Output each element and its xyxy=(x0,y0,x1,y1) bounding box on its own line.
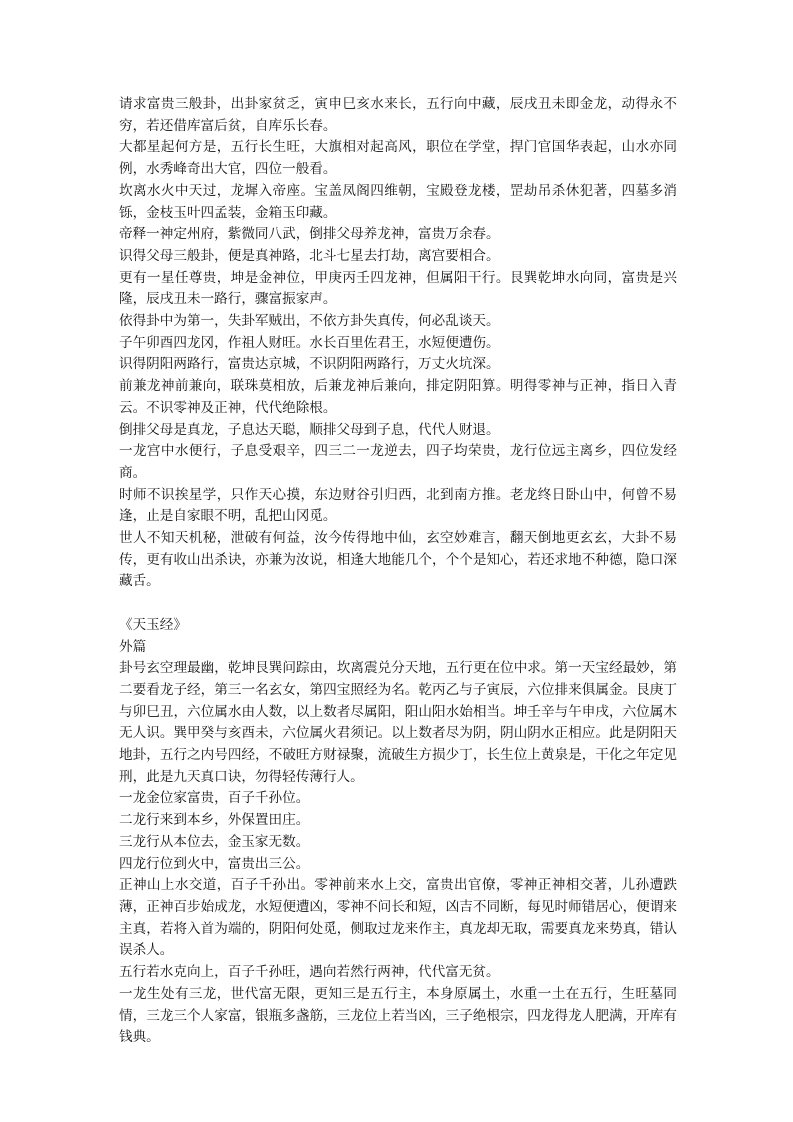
paragraph: 大都星起何方是，五行长生旺，大旗相对起高风，职位在学堂，捍门官国华表起，山水亦同例，水秀峰奇出大官，四位一般看。 xyxy=(119,139,677,178)
document-page xyxy=(119,94,677,1049)
paragraph: 前兼龙神前兼向，联珠莫相放，后兼龙神后兼向，排定阴阳算。明得零神与正神，指日入青云。不识零神及正神，代代绝除根。 xyxy=(119,378,677,416)
paragraph: 依得卦中为第一，失卦军贼出，不依方卦失真传，何必乱谈天。 xyxy=(119,313,500,330)
paragraph: 子午卯酉四龙冈，作祖人财旺。水长百里佐君王，水短便遭伤。 xyxy=(119,334,500,351)
section-one xyxy=(119,94,677,593)
paragraph: 识得父母三般卦，便是真神路，北斗七星去打劫，离宫要相合。 xyxy=(119,247,500,264)
paragraph: 更有一星任尊贵，坤是金神位，甲庚丙壬四龙神，但属阳干行。艮巽乾坤水向同，富贵是兴隆，辰戌丑未一路行，骤富振家声。 xyxy=(119,269,677,308)
paragraph: 二龙行来到本乡，外保置田庄。 xyxy=(119,812,310,829)
paragraph: 帝释一神定州府，紫微同八武，倒排父母养龙神，富贵万余春。 xyxy=(119,226,500,243)
paragraph: 一龙生处有三龙，世代富无限，更知三是五行主，本身原属土，水重一土在五行，生旺墓同情，三龙三个人家富，银瓶多盏筋，三龙位上若当凶，三子绝根宗，四龙得龙人肥满，开库有钱典。 xyxy=(119,985,677,1046)
paragraph: 一龙宫中水便行，子息受艰辛，四三二一龙逆去，四子均荣贵，龙行位远主离乡，四位发经商。 xyxy=(119,443,677,481)
book-title: 《天玉经》 xyxy=(119,616,187,633)
section-two xyxy=(119,615,677,1049)
paragraph: 识得阴阳两路行，富贵达京城，不识阴阳两路行，万丈火坑深。 xyxy=(119,356,500,373)
paragraph: 四龙行位到火中，富贵出三公。 xyxy=(119,855,310,872)
paragraph: 倒排父母是真龙，子息达天聪，顺排父母到子息，代代人财退。 xyxy=(119,421,500,438)
paragraph: 请求富贵三般卦，出卦家贫乏，寅申巳亥水来长，五行向中藏，辰戌丑未即金龙，动得永不穷，若还借库富后贫，自库乐长春。 xyxy=(119,96,677,134)
paragraph: 世人不知天机秘，泄破有何益，汝今传得地中仙，玄空妙难言，翻天倒地更玄玄，大卦不易传，更有收山出杀诀，亦兼为汝说，相逢大地能几个，个个是知心，若还求地不种德，隐口深藏舌。 xyxy=(119,530,677,590)
paragraph: 五行若水克向上，百子千孙旺，遇向若然行两神，代代富无贫。 xyxy=(119,964,500,981)
paragraph: 一龙金位家富贵，百子千孙位。 xyxy=(119,790,310,807)
paragraph: 卦号玄空理最幽，乾坤艮巽问踪由，坎离震兑分天地，五行更在位中求。第一天宝经最妙，第二要看龙子经，第三一名玄女，第四宝照经为名。乾丙乙与子寅辰，六位排来俱属金。艮庚丁与卯巳丑，六位属水由人数，以上数者尽属阳，阳山阳水始相当。坤壬辛与午申戌，六位属木无人识。巽甲癸与亥酉未，六位属火君须记。以上数者尽为阴，阴山阴水正相应。此是阴阳天地卦，五行之内号四经，不破旺方财禄聚，流破生方损少丁，长生位上黄泉是，干化之年定见刑，此是九天真口诀，勿得轻传薄行人。 xyxy=(119,660,677,785)
paragraph: 三龙行从本位去，金玉家无数。 xyxy=(119,833,310,850)
chapter-subtitle: 外篇 xyxy=(119,638,147,655)
paragraph: 坎离水火中天过，龙墀入帝座。宝盖凤阁四维朝，宝殿登龙楼，罡劫吊杀休犯著，四墓多消铄，金枝玉叶四孟装，金箱玉印藏。 xyxy=(119,182,677,221)
blank-line xyxy=(119,593,677,615)
paragraph: 时师不识挨星学，只作天心摸，东边财谷引归西，北到南方推。老龙终日卧山中，何曾不易逢，止是自家眼不明，乱把山冈觅。 xyxy=(119,486,677,525)
paragraph: 正神山上水交道，百子千孙出。零神前来水上交，富贵出官僚，零神正神相交著，儿孙遭跌薄，正神百步始成龙，水短便遭凶，零神不问长和短，凶吉不同断，每见时师错居心，便谓来主真，若将入首为端的，阴阳何处觅，侧取过龙来作主，真龙却无取，需要真龙来势真，错认误杀人。 xyxy=(119,877,677,959)
